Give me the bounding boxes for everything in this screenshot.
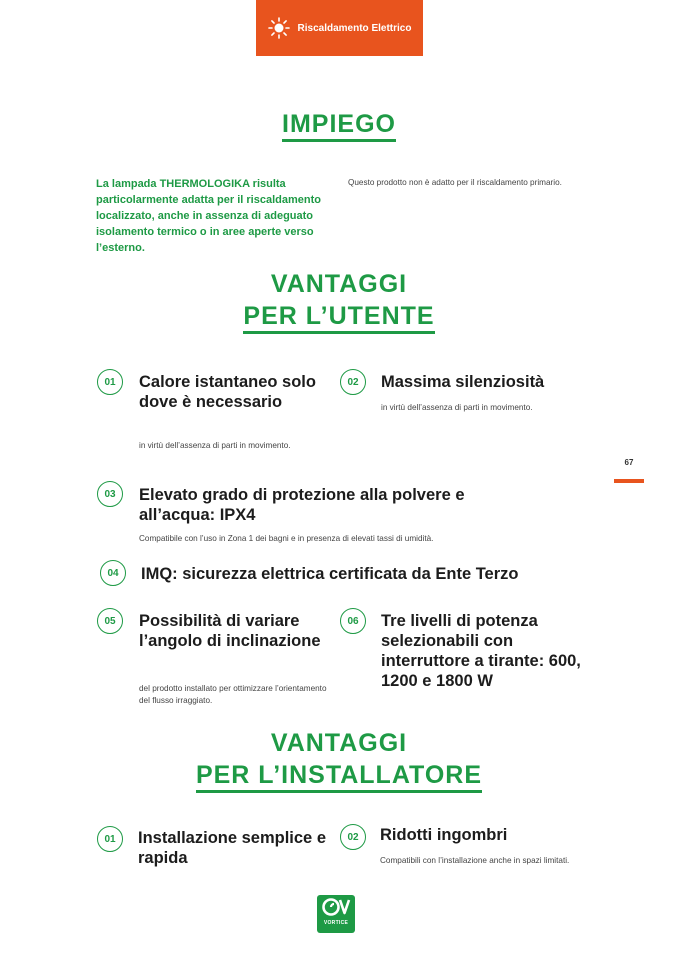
impiego-left-text: La lampada THERMOLOGIKA risulta particolarmente adatta per il riscaldamento localizzato, anche in assenza di adeguato isolamento termico o in aree aperte verso l’esterno. xyxy=(96,178,321,254)
utente-item-02-title: Massima silenziosità xyxy=(381,373,545,391)
impiego-right-text: Questo prodotto non è adatto per il riscaldamento primario. xyxy=(348,178,562,187)
impiego-heading: IMPIEGO xyxy=(0,110,678,142)
utente-badge-03: 03 xyxy=(97,481,123,507)
vortice-logo xyxy=(317,895,355,933)
installatore-item-01-title: Installazione semplice e rapida xyxy=(138,829,326,867)
utente-badge-04: 04 xyxy=(100,560,126,586)
utente-item-04-title: IMQ: sicurezza elettrica certificata da Ente Terzo xyxy=(141,565,519,583)
utente-badge-01: 01 xyxy=(97,369,123,395)
utente-badge-06: 06 xyxy=(340,608,366,634)
sun-icon xyxy=(268,17,290,39)
installatore-badge-01: 01 xyxy=(97,826,123,852)
installatore-item-02-desc: Compatibili con l’installazione anche in spazi limitati. xyxy=(380,856,570,865)
utente-heading: VANTAGGI PER L’UTENTE xyxy=(0,268,678,334)
utente-item-05-title: Possibilità di variare l’angolo di inclinazione xyxy=(139,612,321,650)
installatore-badge-02: 02 xyxy=(340,824,366,850)
utente-item-05-desc: del prodotto installato per ottimizzare l’orientamento del flusso irraggiato. xyxy=(139,684,327,705)
page-number: 67 xyxy=(624,458,634,467)
utente-item-03-title: Elevato grado di protezione alla polvere e all’acqua: IPX4 xyxy=(139,486,465,524)
utente-item-02-desc: in virtù dell’assenza di parti in movimento. xyxy=(381,403,533,412)
vortice-swirl-icon xyxy=(321,895,351,919)
page-marker-bar xyxy=(614,479,644,483)
utente-item-03-desc: Compatibile con l’uso in Zona 1 dei bagni e in presenza di elevati tassi di umidità. xyxy=(139,534,434,543)
utente-item-01-desc: in virtù dell’assenza di parti in movimento. xyxy=(139,441,291,450)
utente-item-01-title: Calore istantaneo solo dove è necessario xyxy=(139,373,316,411)
installatore-item-02-title: Ridotti ingombri xyxy=(380,826,508,844)
utente-badge-05: 05 xyxy=(97,608,123,634)
section-tab xyxy=(256,0,423,56)
utente-item-06-title: Tre livelli di potenza selezionabili con interruttore a tirante: 600, 1200 e 1800 W xyxy=(381,612,581,690)
utente-badge-02: 02 xyxy=(340,369,366,395)
section-label: Riscaldamento Elettrico xyxy=(297,22,412,34)
installatore-heading: VANTAGGI PER L’INSTALLATORE xyxy=(0,727,678,793)
brand-name: VORTICE xyxy=(323,920,349,926)
